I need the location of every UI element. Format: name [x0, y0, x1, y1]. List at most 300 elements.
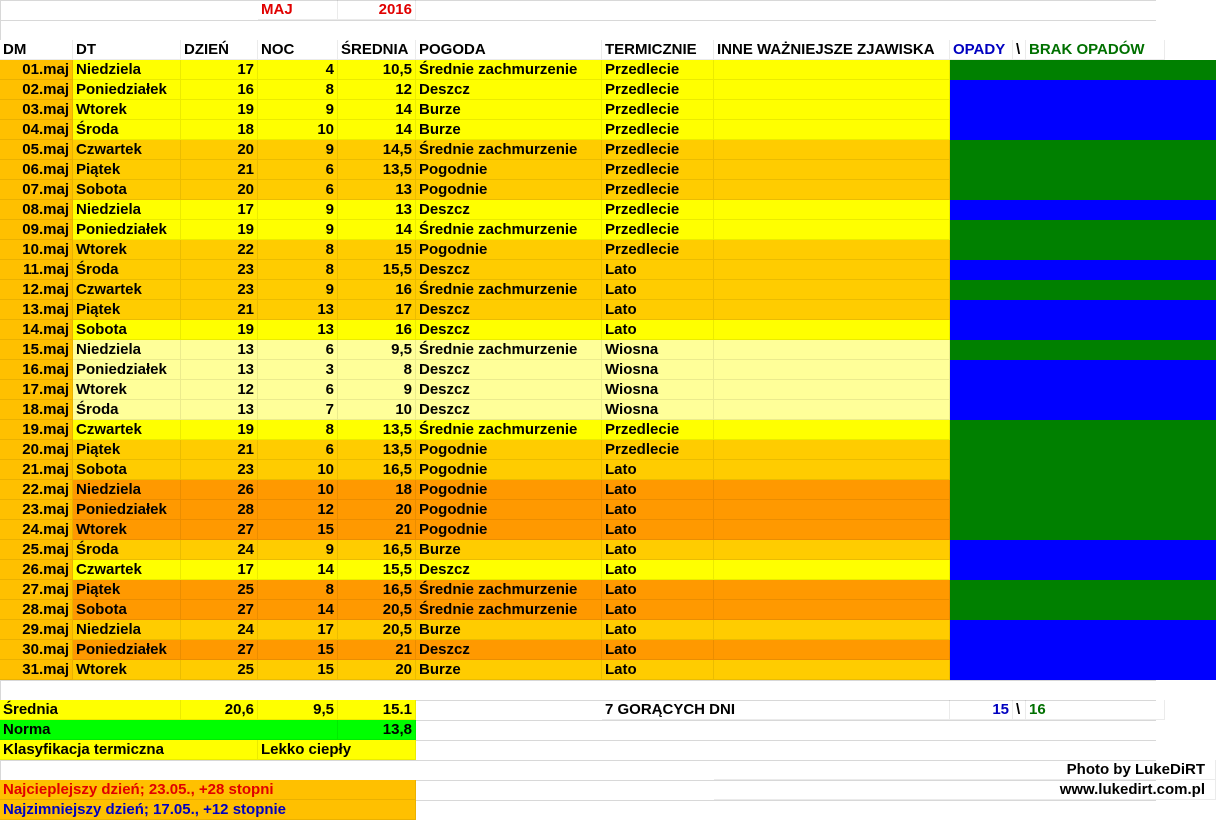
cell-avg-temp[interactable]: 13,5 [338, 420, 416, 440]
cell-night-temp[interactable]: 10 [258, 120, 338, 140]
cell-date[interactable]: 14.maj [0, 320, 73, 340]
cell-empty[interactable] [0, 760, 714, 780]
cell-other-events[interactable] [714, 260, 950, 280]
cell-precipitation-indicator[interactable] [950, 620, 1216, 640]
cell-day-temp[interactable]: 21 [181, 300, 258, 320]
cell-avg-temp[interactable]: 13,5 [338, 160, 416, 180]
cell-day-temp[interactable]: 20 [181, 180, 258, 200]
cell-night-temp[interactable]: 13 [258, 320, 338, 340]
cell-other-events[interactable] [714, 180, 950, 200]
cell-night-temp[interactable]: 10 [258, 460, 338, 480]
cell-weather[interactable]: Pogodnie [416, 180, 602, 200]
cell-weekday[interactable]: Niedziela [73, 340, 181, 360]
cell-weather[interactable]: Deszcz [416, 400, 602, 420]
cell-night-temp[interactable]: 8 [258, 80, 338, 100]
cell-precipitation-indicator[interactable] [950, 60, 1216, 80]
cell-date[interactable]: 11.maj [0, 260, 73, 280]
cell-avg-temp[interactable]: 13 [338, 180, 416, 200]
cell-avg-temp[interactable]: 21 [338, 640, 416, 660]
cell-precipitation-indicator[interactable] [950, 140, 1216, 160]
cell-date[interactable]: 10.maj [0, 240, 73, 260]
cell-precipitation-indicator[interactable] [950, 340, 1216, 360]
cell-thermal[interactable]: Przedlecie [602, 160, 714, 180]
cell-weekday[interactable]: Środa [73, 540, 181, 560]
cell-other-events[interactable] [714, 460, 950, 480]
cell-precipitation-indicator[interactable] [950, 300, 1216, 320]
cell-night-temp[interactable]: 6 [258, 160, 338, 180]
cell-empty[interactable] [1165, 40, 1216, 60]
cell-avg-temp[interactable]: 10,5 [338, 60, 416, 80]
cell-other-events[interactable] [714, 400, 950, 420]
cell-day-temp[interactable]: 23 [181, 280, 258, 300]
cell-weekday[interactable]: Niedziela [73, 620, 181, 640]
cell-day-temp[interactable]: 22 [181, 240, 258, 260]
cell-day-temp[interactable]: 27 [181, 600, 258, 620]
column-header-brak-opadow[interactable]: BRAK OPADÓW [1026, 40, 1165, 60]
cell-other-events[interactable] [714, 420, 950, 440]
cell-day-temp[interactable]: 19 [181, 420, 258, 440]
cell-avg-temp[interactable]: 15 [338, 240, 416, 260]
cell-other-events[interactable] [714, 480, 950, 500]
avg-noc[interactable]: 9,5 [258, 700, 338, 720]
cell-precipitation-indicator[interactable] [950, 420, 1216, 440]
cell-weather[interactable]: Średnie zachmurzenie [416, 340, 602, 360]
avg-dzien[interactable]: 20,6 [181, 700, 258, 720]
cell-precipitation-indicator[interactable] [950, 320, 1216, 340]
cell-day-temp[interactable]: 25 [181, 580, 258, 600]
cell-avg-temp[interactable]: 16 [338, 280, 416, 300]
cell-weekday[interactable]: Niedziela [73, 60, 181, 80]
coldest-day[interactable]: Najzimniejszy dzień; 17.05., +12 stopnie [0, 800, 416, 820]
cell-weekday[interactable]: Piątek [73, 440, 181, 460]
cell-weekday[interactable]: Czwartek [73, 420, 181, 440]
cell-precipitation-indicator[interactable] [950, 640, 1216, 660]
cell-thermal[interactable]: Lato [602, 660, 714, 680]
cell-day-temp[interactable]: 16 [181, 80, 258, 100]
cell-weather[interactable]: Deszcz [416, 380, 602, 400]
cell-weekday[interactable]: Niedziela [73, 200, 181, 220]
cell-weekday[interactable]: Wtorek [73, 240, 181, 260]
cell-thermal[interactable]: Przedlecie [602, 60, 714, 80]
cell-thermal[interactable]: Lato [602, 460, 714, 480]
cell-weather[interactable]: Deszcz [416, 360, 602, 380]
column-header-termicznie[interactable]: TERMICZNIE [602, 40, 714, 60]
cell-weekday[interactable]: Wtorek [73, 520, 181, 540]
cell-night-temp[interactable]: 3 [258, 360, 338, 380]
cell-weekday[interactable]: Czwartek [73, 280, 181, 300]
cell-night-temp[interactable]: 15 [258, 520, 338, 540]
cell-weekday[interactable]: Wtorek [73, 380, 181, 400]
cell-other-events[interactable] [714, 360, 950, 380]
cell-thermal[interactable]: Lato [602, 500, 714, 520]
cell-date[interactable]: 05.maj [0, 140, 73, 160]
cell-date[interactable]: 16.maj [0, 360, 73, 380]
cell-date[interactable]: 01.maj [0, 60, 73, 80]
cell-thermal[interactable]: Wiosna [602, 380, 714, 400]
cell-thermal[interactable]: Przedlecie [602, 200, 714, 220]
cell-weather[interactable]: Średnie zachmurzenie [416, 140, 602, 160]
cell-weekday[interactable]: Sobota [73, 460, 181, 480]
avg-srednia[interactable]: 15.1 [338, 700, 416, 720]
cell-weather[interactable]: Średnie zachmurzenie [416, 600, 602, 620]
cell-avg-temp[interactable]: 16 [338, 320, 416, 340]
cell-empty[interactable] [416, 720, 1216, 740]
cell-weekday[interactable]: Sobota [73, 180, 181, 200]
cell-other-events[interactable] [714, 340, 950, 360]
cell-day-temp[interactable]: 26 [181, 480, 258, 500]
cell-other-events[interactable] [714, 320, 950, 340]
cell-date[interactable]: 27.maj [0, 580, 73, 600]
cell-other-events[interactable] [714, 100, 950, 120]
cell-day-temp[interactable]: 24 [181, 620, 258, 640]
cell-empty[interactable] [416, 740, 1216, 760]
cell-date[interactable]: 22.maj [0, 480, 73, 500]
cell-weather[interactable]: Burze [416, 540, 602, 560]
cell-night-temp[interactable]: 9 [258, 280, 338, 300]
cell-day-temp[interactable]: 17 [181, 200, 258, 220]
cell-weekday[interactable]: Piątek [73, 300, 181, 320]
column-header-dt[interactable]: DT [73, 40, 181, 60]
cell-avg-temp[interactable]: 17 [338, 300, 416, 320]
cell-night-temp[interactable]: 7 [258, 400, 338, 420]
cell-avg-temp[interactable]: 14 [338, 100, 416, 120]
cell-thermal[interactable]: Lato [602, 600, 714, 620]
cell-empty[interactable] [416, 780, 714, 800]
cell-weather[interactable]: Burze [416, 120, 602, 140]
cell-weather[interactable]: Deszcz [416, 300, 602, 320]
cell-avg-temp[interactable]: 16,5 [338, 460, 416, 480]
cell-weekday[interactable]: Czwartek [73, 560, 181, 580]
cell-avg-temp[interactable]: 16,5 [338, 540, 416, 560]
cell-weekday[interactable]: Poniedziałek [73, 640, 181, 660]
cell-night-temp[interactable]: 15 [258, 640, 338, 660]
cell-night-temp[interactable]: 6 [258, 440, 338, 460]
cell-thermal[interactable]: Lato [602, 620, 714, 640]
cell-weekday[interactable]: Wtorek [73, 660, 181, 680]
cell-weather[interactable]: Średnie zachmurzenie [416, 280, 602, 300]
cell-avg-temp[interactable]: 13 [338, 200, 416, 220]
cell-other-events[interactable] [714, 200, 950, 220]
cell-avg-temp[interactable]: 14 [338, 220, 416, 240]
cell-date[interactable]: 08.maj [0, 200, 73, 220]
cell-weather[interactable]: Pogodnie [416, 500, 602, 520]
cell-day-temp[interactable]: 27 [181, 640, 258, 660]
cell-night-temp[interactable]: 8 [258, 240, 338, 260]
cell-other-events[interactable] [714, 240, 950, 260]
cell-date[interactable]: 15.maj [0, 340, 73, 360]
cell-thermal[interactable]: Przedlecie [602, 140, 714, 160]
cell-date[interactable]: 21.maj [0, 460, 73, 480]
cell-day-temp[interactable]: 12 [181, 380, 258, 400]
cell-precipitation-indicator[interactable] [950, 520, 1216, 540]
cell-other-events[interactable] [714, 380, 950, 400]
cell-day-temp[interactable]: 17 [181, 560, 258, 580]
cell-thermal[interactable]: Lato [602, 560, 714, 580]
cell-night-temp[interactable]: 6 [258, 340, 338, 360]
cell-date[interactable]: 19.maj [0, 420, 73, 440]
cell-weekday[interactable]: Środa [73, 120, 181, 140]
cell-precipitation-indicator[interactable] [950, 80, 1216, 100]
cell-avg-temp[interactable]: 14 [338, 120, 416, 140]
cell-date[interactable]: 29.maj [0, 620, 73, 640]
cell-night-temp[interactable]: 9 [258, 140, 338, 160]
cell-night-temp[interactable]: 9 [258, 100, 338, 120]
cell-night-temp[interactable]: 12 [258, 500, 338, 520]
cell-date[interactable]: 23.maj [0, 500, 73, 520]
hot-days-count[interactable]: 7 GORĄCYCH DNI [602, 700, 950, 720]
cell-thermal[interactable]: Wiosna [602, 360, 714, 380]
cell-date[interactable]: 02.maj [0, 80, 73, 100]
cell-precipitation-indicator[interactable] [950, 580, 1216, 600]
cell-thermal[interactable]: Przedlecie [602, 240, 714, 260]
cell-thermal[interactable]: Lato [602, 520, 714, 540]
cell-day-temp[interactable]: 28 [181, 500, 258, 520]
cell-other-events[interactable] [714, 660, 950, 680]
cell-avg-temp[interactable]: 20,5 [338, 600, 416, 620]
cell-weather[interactable]: Deszcz [416, 260, 602, 280]
cell-thermal[interactable]: Lato [602, 580, 714, 600]
cell-other-events[interactable] [714, 140, 950, 160]
cell-day-temp[interactable]: 18 [181, 120, 258, 140]
cell-avg-temp[interactable]: 16,5 [338, 580, 416, 600]
cell-date[interactable]: 18.maj [0, 400, 73, 420]
cell-night-temp[interactable]: 10 [258, 480, 338, 500]
cell-weekday[interactable]: Piątek [73, 160, 181, 180]
year-label[interactable]: 2016 [338, 0, 416, 20]
opady-count[interactable]: 15 [950, 700, 1013, 720]
cell-thermal[interactable]: Przedlecie [602, 180, 714, 200]
cell-precipitation-indicator[interactable] [950, 360, 1216, 380]
cell-date[interactable]: 13.maj [0, 300, 73, 320]
cell-day-temp[interactable]: 19 [181, 220, 258, 240]
cell-day-temp[interactable]: 17 [181, 60, 258, 80]
cell-day-temp[interactable]: 23 [181, 260, 258, 280]
cell-weather[interactable]: Deszcz [416, 320, 602, 340]
cell-thermal[interactable]: Lato [602, 300, 714, 320]
cell-precipitation-indicator[interactable] [950, 220, 1216, 240]
cell-avg-temp[interactable]: 12 [338, 80, 416, 100]
cell-precipitation-indicator[interactable] [950, 260, 1216, 280]
cell-avg-temp[interactable]: 20 [338, 660, 416, 680]
cell-other-events[interactable] [714, 60, 950, 80]
cell-date[interactable]: 07.maj [0, 180, 73, 200]
cell-thermal[interactable]: Przedlecie [602, 120, 714, 140]
cell-night-temp[interactable]: 4 [258, 60, 338, 80]
cell-date[interactable]: 24.maj [0, 520, 73, 540]
classification-label[interactable]: Klasyfikacja termiczna [0, 740, 258, 760]
cell-other-events[interactable] [714, 580, 950, 600]
cell-weather[interactable]: Pogodnie [416, 160, 602, 180]
cell-avg-temp[interactable]: 9 [338, 380, 416, 400]
cell-precipitation-indicator[interactable] [950, 440, 1216, 460]
cell-empty[interactable] [181, 0, 258, 20]
cell-other-events[interactable] [714, 600, 950, 620]
cell-date[interactable]: 26.maj [0, 560, 73, 580]
cell-weather[interactable]: Deszcz [416, 640, 602, 660]
cell-empty[interactable] [0, 0, 73, 20]
cell-empty[interactable] [416, 0, 1216, 20]
cell-night-temp[interactable]: 17 [258, 620, 338, 640]
cell-weekday[interactable]: Wtorek [73, 100, 181, 120]
column-header-inne[interactable]: INNE WAŻNIEJSZE ZJAWISKA [714, 40, 950, 60]
count-separator[interactable]: \ [1013, 700, 1026, 720]
cell-day-temp[interactable]: 20 [181, 140, 258, 160]
cell-weekday[interactable]: Sobota [73, 320, 181, 340]
cell-precipitation-indicator[interactable] [950, 480, 1216, 500]
cell-weather[interactable]: Średnie zachmurzenie [416, 220, 602, 240]
cell-night-temp[interactable]: 8 [258, 260, 338, 280]
cell-night-temp[interactable]: 9 [258, 540, 338, 560]
cell-date[interactable]: 28.maj [0, 600, 73, 620]
cell-other-events[interactable] [714, 160, 950, 180]
cell-weather[interactable]: Burze [416, 660, 602, 680]
cell-thermal[interactable]: Przedlecie [602, 80, 714, 100]
cell-weekday[interactable]: Piątek [73, 580, 181, 600]
cell-date[interactable]: 30.maj [0, 640, 73, 660]
cell-precipitation-indicator[interactable] [950, 460, 1216, 480]
cell-weather[interactable]: Burze [416, 100, 602, 120]
cell-weekday[interactable]: Poniedziałek [73, 500, 181, 520]
cell-date[interactable]: 09.maj [0, 220, 73, 240]
cell-weather[interactable]: Burze [416, 620, 602, 640]
cell-precipitation-indicator[interactable] [950, 280, 1216, 300]
cell-thermal[interactable]: Lato [602, 480, 714, 500]
cell-precipitation-indicator[interactable] [950, 400, 1216, 420]
column-header-noc[interactable]: NOC [258, 40, 338, 60]
cell-avg-temp[interactable]: 14,5 [338, 140, 416, 160]
cell-night-temp[interactable]: 6 [258, 380, 338, 400]
cell-thermal[interactable]: Przedlecie [602, 100, 714, 120]
cell-day-temp[interactable]: 13 [181, 400, 258, 420]
cell-date[interactable]: 12.maj [0, 280, 73, 300]
cell-night-temp[interactable]: 8 [258, 580, 338, 600]
cell-avg-temp[interactable]: 8 [338, 360, 416, 380]
cell-precipitation-indicator[interactable] [950, 540, 1216, 560]
cell-empty[interactable] [1165, 700, 1216, 720]
cell-other-events[interactable] [714, 440, 950, 460]
cell-day-temp[interactable]: 24 [181, 540, 258, 560]
cell-weather[interactable]: Pogodnie [416, 440, 602, 460]
month-label[interactable]: MAJ [258, 0, 338, 20]
cell-precipitation-indicator[interactable] [950, 500, 1216, 520]
cell-day-temp[interactable]: 27 [181, 520, 258, 540]
cell-day-temp[interactable]: 13 [181, 340, 258, 360]
column-header-separator[interactable]: \ [1013, 40, 1026, 60]
warmest-day[interactable]: Najcieplejszy dzień; 23.05., +28 stopni [0, 780, 416, 800]
cell-avg-temp[interactable]: 15,5 [338, 560, 416, 580]
cell-other-events[interactable] [714, 120, 950, 140]
cell-weekday[interactable]: Poniedziałek [73, 360, 181, 380]
cell-thermal[interactable]: Lato [602, 540, 714, 560]
cell-avg-temp[interactable]: 13,5 [338, 440, 416, 460]
cell-precipitation-indicator[interactable] [950, 240, 1216, 260]
cell-day-temp[interactable]: 21 [181, 160, 258, 180]
cell-thermal[interactable]: Przedlecie [602, 440, 714, 460]
avg-label[interactable]: Średnia [0, 700, 181, 720]
cell-thermal[interactable]: Lato [602, 320, 714, 340]
cell-weather[interactable]: Średnie zachmurzenie [416, 580, 602, 600]
cell-avg-temp[interactable]: 15,5 [338, 260, 416, 280]
cell-weather[interactable]: Średnie zachmurzenie [416, 60, 602, 80]
cell-precipitation-indicator[interactable] [950, 100, 1216, 120]
column-header-srednia[interactable]: ŚREDNIA [338, 40, 416, 60]
cell-day-temp[interactable]: 19 [181, 320, 258, 340]
cell-thermal[interactable]: Wiosna [602, 400, 714, 420]
cell-weather[interactable]: Pogodnie [416, 480, 602, 500]
cell-date[interactable]: 20.maj [0, 440, 73, 460]
cell-weekday[interactable]: Środa [73, 400, 181, 420]
cell-other-events[interactable] [714, 220, 950, 240]
cell-weekday[interactable]: Środa [73, 260, 181, 280]
cell-day-temp[interactable]: 19 [181, 100, 258, 120]
cell-precipitation-indicator[interactable] [950, 160, 1216, 180]
cell-avg-temp[interactable]: 20,5 [338, 620, 416, 640]
cell-weather[interactable]: Średnie zachmurzenie [416, 420, 602, 440]
column-header-pogoda[interactable]: POGODA [416, 40, 602, 60]
cell-avg-temp[interactable]: 20 [338, 500, 416, 520]
column-header-dm[interactable]: DM [0, 40, 73, 60]
cell-night-temp[interactable]: 14 [258, 560, 338, 580]
cell-thermal[interactable]: Lato [602, 280, 714, 300]
cell-other-events[interactable] [714, 620, 950, 640]
cell-day-temp[interactable]: 13 [181, 360, 258, 380]
cell-day-temp[interactable]: 23 [181, 460, 258, 480]
classification-value[interactable]: Lekko ciepły [258, 740, 416, 760]
brak-opadow-count[interactable]: 16 [1026, 700, 1165, 720]
cell-avg-temp[interactable]: 10 [338, 400, 416, 420]
cell-precipitation-indicator[interactable] [950, 380, 1216, 400]
cell-weekday[interactable]: Niedziela [73, 480, 181, 500]
cell-empty[interactable] [73, 0, 181, 20]
cell-date[interactable]: 31.maj [0, 660, 73, 680]
cell-date[interactable]: 17.maj [0, 380, 73, 400]
column-header-opady[interactable]: OPADY [950, 40, 1013, 60]
cell-empty[interactable] [416, 700, 602, 720]
cell-thermal[interactable]: Lato [602, 640, 714, 660]
cell-thermal[interactable]: Lato [602, 260, 714, 280]
cell-weather[interactable]: Pogodnie [416, 240, 602, 260]
cell-precipitation-indicator[interactable] [950, 600, 1216, 620]
cell-night-temp[interactable]: 6 [258, 180, 338, 200]
cell-weather[interactable]: Deszcz [416, 560, 602, 580]
cell-weekday[interactable]: Czwartek [73, 140, 181, 160]
cell-night-temp[interactable]: 8 [258, 420, 338, 440]
cell-other-events[interactable] [714, 520, 950, 540]
cell-weather[interactable]: Deszcz [416, 200, 602, 220]
cell-day-temp[interactable]: 25 [181, 660, 258, 680]
cell-empty[interactable] [416, 800, 1216, 820]
cell-thermal[interactable]: Wiosna [602, 340, 714, 360]
cell-night-temp[interactable]: 9 [258, 200, 338, 220]
cell-avg-temp[interactable]: 9,5 [338, 340, 416, 360]
cell-date[interactable]: 06.maj [0, 160, 73, 180]
cell-weekday[interactable]: Poniedziałek [73, 80, 181, 100]
cell-precipitation-indicator[interactable] [950, 560, 1216, 580]
cell-night-temp[interactable]: 14 [258, 600, 338, 620]
cell-precipitation-indicator[interactable] [950, 180, 1216, 200]
cell-other-events[interactable] [714, 640, 950, 660]
cell-weather[interactable]: Pogodnie [416, 460, 602, 480]
cell-night-temp[interactable]: 13 [258, 300, 338, 320]
cell-thermal[interactable]: Przedlecie [602, 420, 714, 440]
cell-other-events[interactable] [714, 560, 950, 580]
cell-other-events[interactable] [714, 280, 950, 300]
norm-value[interactable]: 13,8 [338, 720, 416, 740]
cell-thermal[interactable]: Przedlecie [602, 220, 714, 240]
cell-date[interactable]: 25.maj [0, 540, 73, 560]
cell-other-events[interactable] [714, 80, 950, 100]
cell-other-events[interactable] [714, 540, 950, 560]
